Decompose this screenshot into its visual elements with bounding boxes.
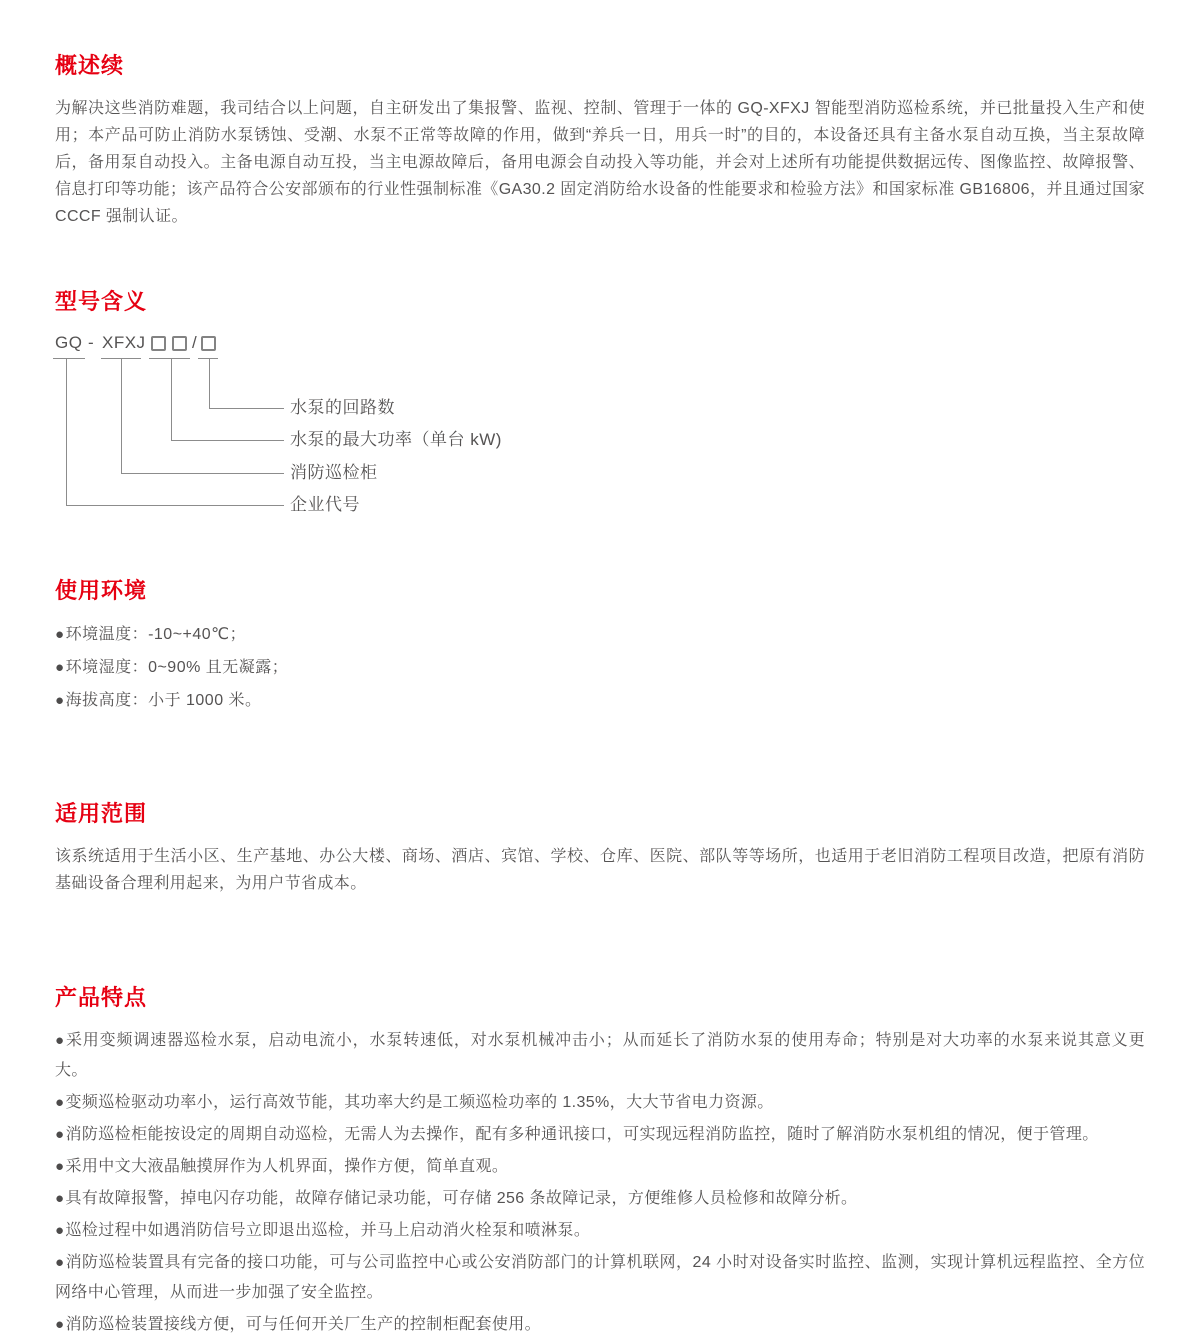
feature-item-text: 消防巡检装置具有完备的接口功能，可与公司监控中心或公安消防部门的计算机联网，24 小时对设备实时监控、监测，实现计算机远程监控、全方位网络中心管理，从而进一步加强了安全监控。 [55, 1254, 1145, 1301]
section-overview [55, 51, 1145, 230]
overview-paragraph: 为解决这些消防难题，我司结合以上问题，自主研发出了集报警、监视、控制、管理于一体的 GQ-XFXJ 智能型消防巡检系统，并已批量投入生产和使用；本产品可防止消防水泵锈蚀、受潮、水泵不正常等故障的作用，做到“养兵一日，用兵一时”的目的，本设备还具有主备水泵自动互换，当主泵故障后，备用泵自动投入。主备电源自动互投，当主电源故障后，备用电源会自动投入等功能，并会对上述所有功能提供数据远传、图像监控、故障报警、信息打印等功能；该产品符合公安部颁布的行业性强制标准《GA30.2 固定消防给水设备的性能要求和检验方法》和国家标准 GB16806，并且通过国家 CCCF 强制认证。 [55, 100, 1145, 225]
feature-item-text: 具有故障报警，掉电闪存功能，故障存储记录功能，可存储 256 条故障记录，方便维修人员检修和故障分析。 [65, 1190, 858, 1207]
model-code-company: GQ [55, 333, 83, 352]
scope-heading: 适用范围 [55, 801, 148, 826]
bullet-icon: ● [55, 1094, 65, 1111]
environment-item-text: 环境湿度：0~90% 且无凝露； [65, 659, 289, 676]
bullet-icon: ● [55, 1222, 65, 1239]
list-item [55, 685, 1145, 717]
bullet-icon: ● [55, 1316, 65, 1333]
bullet-icon: ● [55, 1254, 65, 1271]
model-code-dash: - [88, 333, 95, 352]
bullet-icon: ● [55, 1032, 65, 1049]
model-code-product: XFXJ [102, 333, 146, 352]
environment-list [55, 619, 1145, 717]
model-label-power: 水泵的最大功率（单台 kW) [290, 430, 502, 449]
list-item [55, 1026, 1145, 1086]
model-label-cabinet: 消防巡检柜 [290, 463, 378, 482]
feature-item-text: 变频巡检驱动功率小，运行高效节能，其功率大约是工频巡检功率的 1.35%，大大节省电力资源。 [65, 1094, 774, 1111]
list-item [55, 619, 1145, 651]
model-label-company: 企业代号 [290, 495, 360, 514]
environment-heading: 使用环境 [55, 578, 148, 603]
bullet-icon: ● [55, 692, 65, 709]
placeholder-box-icon [172, 336, 187, 351]
list-item [55, 1120, 1145, 1150]
section-features [55, 983, 1145, 1340]
overview-heading: 概述续 [55, 53, 125, 78]
model-heading: 型号含义 [55, 289, 148, 314]
model-code-diagram [55, 332, 1145, 524]
model-label-loops: 水泵的回路数 [290, 398, 395, 417]
list-item [55, 1088, 1145, 1118]
environment-item-text: 环境温度：-10~+40℃； [65, 626, 247, 643]
connector-line-company [66, 359, 284, 506]
list-item [55, 1248, 1145, 1308]
feature-item-text: 采用中文大液晶触摸屏作为人机界面，操作方便，简单直观。 [65, 1158, 509, 1175]
bullet-icon: ● [55, 659, 65, 676]
placeholder-box-icon [151, 336, 166, 351]
bullet-icon: ● [55, 626, 65, 643]
list-item [55, 652, 1145, 684]
section-scope [55, 799, 1145, 897]
list-item [55, 1216, 1145, 1246]
environment-item-text: 海拔高度：小于 1000 米。 [65, 692, 262, 709]
features-heading: 产品特点 [55, 985, 148, 1010]
list-item [55, 1184, 1145, 1214]
placeholder-box-icon [201, 336, 216, 351]
feature-item-text: 采用变频调速器巡检水泵，启动电流小，水泵转速低，对水泵机械冲击小；从而延长了消防水泵的使用寿命；特别是对大功率的水泵来说其意义更大。 [55, 1032, 1145, 1079]
feature-item-text: 巡检过程中如遇消防信号立即退出巡检，并马上启动消火栓泵和喷淋泵。 [65, 1222, 591, 1239]
features-list [55, 1026, 1145, 1340]
section-environment [55, 576, 1145, 717]
list-item [55, 1152, 1145, 1182]
bullet-icon: ● [55, 1158, 65, 1175]
feature-item-text: 消防巡检装置接线方便，可与任何开关厂生产的控制柜配套使用。 [65, 1316, 542, 1333]
feature-item-text: 消防巡检柜能按设定的周期自动巡检，无需人为去操作，配有多种通讯接口，可实现远程消防监控，随时了解消防水泵机组的情况，便于管理。 [65, 1126, 1099, 1143]
model-code-slash: / [192, 333, 198, 352]
list-item [55, 1310, 1145, 1340]
bullet-icon: ● [55, 1190, 65, 1207]
bullet-icon: ● [55, 1126, 65, 1143]
section-model-meaning [55, 287, 1145, 524]
scope-paragraph: 该系统适用于生活小区、生产基地、办公大楼、商场、酒店、宾馆、学校、仓库、医院、部队等等场所，也适用于老旧消防工程项目改造，把原有消防基础设备合理利用起来，为用户节省成本。 [55, 848, 1145, 892]
